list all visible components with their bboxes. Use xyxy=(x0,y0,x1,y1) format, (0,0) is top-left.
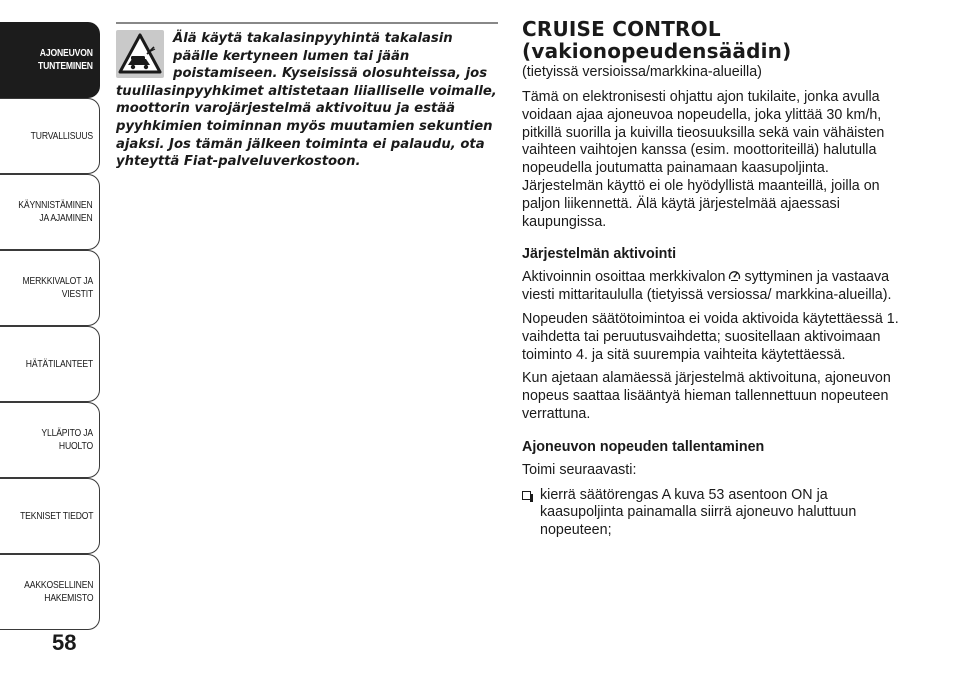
activation-paragraph-3: Kun ajetaan alamäessä järjestelmä aktivoituna, ajoneuvon nopeus saattaa lisääntyä hieman tallennettuun nopeuteen verrattuna. xyxy=(522,370,891,422)
column-rule xyxy=(116,22,498,24)
tab-label: TEKNISET TIEDOT xyxy=(19,509,93,522)
tab-tekniset-tiedot[interactable] xyxy=(0,478,100,554)
tab-merkkivalot[interactable] xyxy=(0,250,100,326)
intro-paragraph: Tämä on elektronisesti ohjattu ajon tukilaite, jonka avulla voidaan ajaa ajoneuvoa nopeudella, joka ylittää 30 km/h, pitkillä suorilla ja kuivilla tieosuuksilla sekä vain vähäisten vaihteen vaihtojen kanssa (esim. moottoriteillä) halutulla nopeudella joutumatta painamaan kaasupoljinta. Järjestelmän käyttö ei ole hyödyllistä maanteillä, joilla on paljon liikennettä. Älä käytä järjestelmää ajaessasi kaupungissa. xyxy=(522,89,885,230)
tab-label: AJONEUVON TUNTEMINEN xyxy=(38,47,93,72)
cruise-control-section xyxy=(522,18,912,540)
tab-hakemisto[interactable] xyxy=(0,554,100,630)
version-note: (tietyissä versioissa/markkina-alueilla) xyxy=(522,64,762,80)
activation-heading: Järjestelmän aktivointi xyxy=(522,246,677,263)
list-item xyxy=(522,487,912,540)
tab-yllapito[interactable] xyxy=(0,402,100,478)
tab-label: YLLÄPITO JA HUOLTO xyxy=(41,427,93,452)
checkbox-bullet-icon xyxy=(522,491,531,500)
cruise-control-icon xyxy=(728,269,741,282)
activation-paragraph-1 xyxy=(522,269,912,305)
storing-heading: Ajoneuvon nopeuden tallentaminen xyxy=(522,438,765,455)
tab-label: TURVALLISUUS xyxy=(30,129,93,142)
page-number: 58 xyxy=(52,630,77,655)
tab-label: AAKKOSELLINEN HAKEMISTO xyxy=(23,579,93,604)
activation-text-after: syttyminen ja vastaava viesti mittaritaululla (tietyissä versiossa/ markkina-alueilla). xyxy=(522,269,892,304)
tab-label: MERKKIVALOT JA VIESTIT xyxy=(22,275,93,300)
tab-hatatilanteet[interactable] xyxy=(0,326,100,402)
tab-turvallisuus[interactable] xyxy=(0,98,100,174)
tab-label: KÄYNNISTÄMINEN JA AJAMINEN xyxy=(18,199,93,224)
list-item-text: kierrä säätörengas A kuva 53 asentoon ON ja kaasupoljinta painamalla siirrä ajoneuvo haluttuun nopeuteen; xyxy=(540,486,857,539)
tab-label: HÄTÄTILANTEET xyxy=(25,357,93,370)
tab-kaynnistaminen[interactable] xyxy=(0,174,100,250)
warning-text: Älä käytä takalasinpyyhintä takalasin päälle kertyneen lumen tai jään poistamiseen. Kyseisissä olosuhteissa, jos tuulilasinpyyhkimet altistetaan liialliselle voimalle, moottorin varojärjestelmä aktivoituu ja estää pyyhkimien toiminnan myös muutamien sekuntien ajaksi. Jos tämän jälkeen toiminta ei palaudu, ota yhteyttä Fiat-palveluverkostoon. xyxy=(116,31,497,170)
activation-text-before: Aktivoinnin osoittaa merkkivalon xyxy=(522,269,726,286)
tab-ajoneuvon-tunteminen[interactable] xyxy=(0,22,100,98)
warning-note xyxy=(116,30,498,171)
activation-paragraph-2: Nopeuden säätötoimintoa ei voida aktivoida käytettäessä 1. vaihdetta tai peruutusvaihdetta; suositellaan aktivoimaan toiminto 4. ja sitä suurempia vaihteita käytettäessä. xyxy=(522,310,899,363)
section-title-sub: (vakionopeudensäädin) xyxy=(522,39,792,63)
storing-intro: Toimi seuraavasti: xyxy=(522,461,637,478)
section-title: CRUISE CONTROL xyxy=(522,17,721,41)
